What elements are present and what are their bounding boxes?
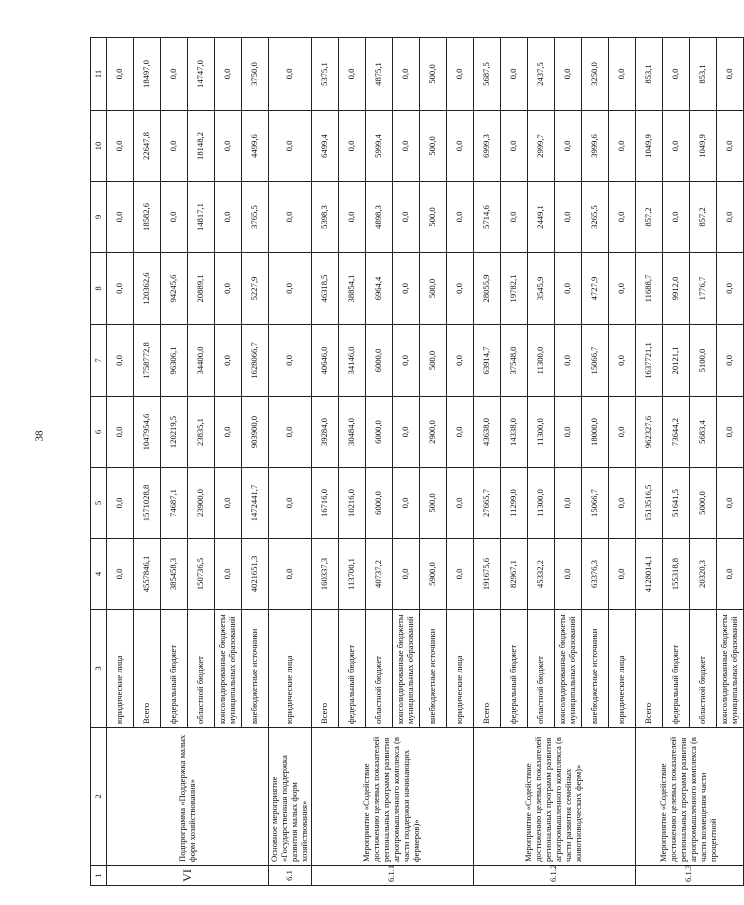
amount-cell: 2449,1 bbox=[527, 182, 554, 253]
funding-source: внебюджетные источники bbox=[419, 610, 446, 728]
amount-cell: 46318,5 bbox=[311, 253, 338, 325]
amount-cell: 113700,1 bbox=[338, 539, 365, 610]
amount-cell: 3750,0 bbox=[242, 38, 269, 111]
table-row bbox=[311, 38, 338, 886]
amount-cell: 500,0 bbox=[419, 325, 446, 397]
amount-cell: 0,0 bbox=[269, 539, 312, 610]
amount-cell: 4021651,3 bbox=[242, 539, 269, 610]
amount-cell: 0,0 bbox=[716, 539, 743, 610]
amount-cell: 0,0 bbox=[554, 111, 581, 182]
amount-cell: 16716,0 bbox=[311, 468, 338, 539]
program-name: Мероприятие «Содействие достижению целевых показателей региональных программ развития агропромышленного комплекса (в части поддержки начинающих фермеров)» bbox=[311, 728, 473, 866]
amount-cell: 18148,2 bbox=[188, 111, 215, 182]
col-header: 6 bbox=[91, 397, 107, 468]
amount-cell: 40737,2 bbox=[365, 539, 392, 610]
amount-cell: 51641,5 bbox=[662, 468, 689, 539]
amount-cell: 853,1 bbox=[689, 38, 716, 111]
amount-cell: 45332,2 bbox=[527, 539, 554, 610]
amount-cell: 4875,1 bbox=[365, 38, 392, 111]
funding-source: областной бюджет bbox=[188, 610, 215, 728]
funding-source: консолидированные бюджеты муниципальных образований bbox=[392, 610, 419, 728]
amount-cell: 4727,9 bbox=[581, 253, 608, 325]
amount-cell: 0,0 bbox=[215, 182, 242, 253]
amount-cell: 2999,7 bbox=[527, 111, 554, 182]
amount-cell: 0,0 bbox=[161, 38, 188, 111]
amount-cell: 0,0 bbox=[392, 539, 419, 610]
amount-cell: 43638,0 bbox=[473, 397, 500, 468]
amount-cell: 1571028,8 bbox=[134, 468, 161, 539]
amount-cell: 1776,7 bbox=[689, 253, 716, 325]
amount-cell: 5999,4 bbox=[365, 111, 392, 182]
funding-source: внебюджетные источники bbox=[581, 610, 608, 728]
amount-cell: 0,0 bbox=[269, 111, 312, 182]
amount-cell: 0,0 bbox=[392, 111, 419, 182]
amount-cell: 155318,8 bbox=[662, 539, 689, 610]
amount-cell: 23900,0 bbox=[188, 468, 215, 539]
amount-cell: 3765,5 bbox=[242, 182, 269, 253]
amount-cell: 5375,1 bbox=[311, 38, 338, 111]
amount-cell: 0,0 bbox=[554, 182, 581, 253]
amount-cell: 63914,7 bbox=[473, 325, 500, 397]
amount-cell: 0,0 bbox=[446, 468, 473, 539]
amount-cell: 34400,0 bbox=[188, 325, 215, 397]
table-row bbox=[107, 38, 134, 886]
amount-cell: 0,0 bbox=[107, 397, 134, 468]
amount-cell: 1513516,5 bbox=[635, 468, 662, 539]
amount-cell: 0,0 bbox=[608, 468, 635, 539]
funding-source: юридические лица bbox=[269, 610, 312, 728]
amount-cell: 0,0 bbox=[215, 38, 242, 111]
amount-cell: 0,0 bbox=[446, 38, 473, 111]
amount-cell: 0,0 bbox=[608, 253, 635, 325]
amount-cell: 11299,0 bbox=[500, 468, 527, 539]
amount-cell: 385458,3 bbox=[161, 539, 188, 610]
table-row bbox=[473, 38, 500, 886]
amount-cell: 11300,0 bbox=[527, 468, 554, 539]
amount-cell: 191675,6 bbox=[473, 539, 500, 610]
amount-cell: 0,0 bbox=[107, 253, 134, 325]
amount-cell: 0,0 bbox=[107, 539, 134, 610]
amount-cell: 0,0 bbox=[215, 111, 242, 182]
amount-cell: 0,0 bbox=[446, 253, 473, 325]
amount-cell: 5227,9 bbox=[242, 253, 269, 325]
amount-cell: 74687,1 bbox=[161, 468, 188, 539]
amount-cell: 0,0 bbox=[107, 111, 134, 182]
budget-table bbox=[90, 37, 744, 886]
amount-cell: 0,0 bbox=[161, 182, 188, 253]
amount-cell: 4499,6 bbox=[242, 111, 269, 182]
amount-cell: 1628066,7 bbox=[242, 325, 269, 397]
amount-cell: 0,0 bbox=[554, 253, 581, 325]
amount-cell: 0,0 bbox=[662, 38, 689, 111]
amount-cell: 18000,0 bbox=[581, 397, 608, 468]
amount-cell: 3545,9 bbox=[527, 253, 554, 325]
amount-cell: 5683,4 bbox=[689, 397, 716, 468]
amount-cell: 0,0 bbox=[716, 325, 743, 397]
amount-cell: 14747,0 bbox=[188, 38, 215, 111]
amount-cell: 5714,6 bbox=[473, 182, 500, 253]
amount-cell: 6999,3 bbox=[473, 111, 500, 182]
amount-cell: 96306,1 bbox=[161, 325, 188, 397]
amount-cell: 0,0 bbox=[554, 38, 581, 111]
amount-cell: 5900,0 bbox=[419, 539, 446, 610]
amount-cell: 5000,0 bbox=[689, 468, 716, 539]
amount-cell: 500,0 bbox=[419, 182, 446, 253]
funding-source: юридические лица bbox=[446, 610, 473, 728]
col-header: 9 bbox=[91, 182, 107, 253]
amount-cell: 37548,0 bbox=[500, 325, 527, 397]
amount-cell: 5687,5 bbox=[473, 38, 500, 111]
table-row bbox=[635, 38, 662, 886]
row-code: VI bbox=[107, 866, 269, 886]
amount-cell: 0,0 bbox=[446, 325, 473, 397]
amount-cell: 500,0 bbox=[419, 468, 446, 539]
amount-cell: 4128014,1 bbox=[635, 539, 662, 610]
amount-cell: 11300,0 bbox=[527, 325, 554, 397]
amount-cell: 1637721,1 bbox=[635, 325, 662, 397]
amount-cell: 1758772,8 bbox=[134, 325, 161, 397]
amount-cell: 0,0 bbox=[500, 182, 527, 253]
amount-cell: 20320,3 bbox=[689, 539, 716, 610]
amount-cell: 853,1 bbox=[635, 38, 662, 111]
amount-cell: 0,0 bbox=[716, 397, 743, 468]
amount-cell: 9912,0 bbox=[662, 253, 689, 325]
amount-cell: 34146,0 bbox=[338, 325, 365, 397]
amount-cell: 22647,8 bbox=[134, 111, 161, 182]
col-header: 5 bbox=[91, 468, 107, 539]
amount-cell: 0,0 bbox=[608, 325, 635, 397]
amount-cell: 500,0 bbox=[419, 38, 446, 111]
amount-cell: 20889,1 bbox=[188, 253, 215, 325]
amount-cell: 0,0 bbox=[338, 182, 365, 253]
amount-cell: 0,0 bbox=[392, 468, 419, 539]
amount-cell: 6499,4 bbox=[311, 111, 338, 182]
amount-cell: 0,0 bbox=[446, 111, 473, 182]
amount-cell: 1472441,7 bbox=[242, 468, 269, 539]
funding-source: федеральный бюджет bbox=[662, 610, 689, 728]
amount-cell: 0,0 bbox=[392, 325, 419, 397]
header-row bbox=[91, 38, 107, 886]
amount-cell: 4557846,1 bbox=[134, 539, 161, 610]
amount-cell: 0,0 bbox=[500, 111, 527, 182]
amount-cell: 120362,6 bbox=[134, 253, 161, 325]
col-header: 11 bbox=[91, 38, 107, 111]
amount-cell: 0,0 bbox=[269, 468, 312, 539]
amount-cell: 0,0 bbox=[392, 253, 419, 325]
funding-source: Всего bbox=[635, 610, 662, 728]
amount-cell: 82967,1 bbox=[500, 539, 527, 610]
amount-cell: 18497,0 bbox=[134, 38, 161, 111]
amount-cell: 0,0 bbox=[554, 468, 581, 539]
amount-cell: 0,0 bbox=[392, 38, 419, 111]
table-container bbox=[90, 38, 739, 886]
amount-cell: 0,0 bbox=[107, 38, 134, 111]
amount-cell: 30484,0 bbox=[338, 397, 365, 468]
col-header: 8 bbox=[91, 253, 107, 325]
row-code: 6.1.3 bbox=[635, 866, 743, 886]
amount-cell: 11300,0 bbox=[527, 397, 554, 468]
amount-cell: 38854,1 bbox=[338, 253, 365, 325]
amount-cell: 0,0 bbox=[107, 325, 134, 397]
col-header: 10 bbox=[91, 111, 107, 182]
program-name: Подпрограмма «Поддержка малых форм хозяйствования» bbox=[107, 728, 269, 866]
amount-cell: 73644,2 bbox=[662, 397, 689, 468]
amount-cell: 40646,0 bbox=[311, 325, 338, 397]
amount-cell: 0,0 bbox=[608, 397, 635, 468]
amount-cell: 20121,1 bbox=[662, 325, 689, 397]
amount-cell: 94245,6 bbox=[161, 253, 188, 325]
amount-cell: 0,0 bbox=[716, 111, 743, 182]
funding-source: консолидированные бюджеты муниципальных образований bbox=[215, 610, 242, 728]
amount-cell: 0,0 bbox=[608, 182, 635, 253]
program-name: Мероприятие «Содействие достижению целевых показателей региональных программ развития агропромышленного комплекса (в части возмещения части процентной bbox=[635, 728, 743, 866]
col-header: 3 bbox=[91, 610, 107, 728]
amount-cell: 0,0 bbox=[215, 397, 242, 468]
amount-cell: 14817,1 bbox=[188, 182, 215, 253]
funding-source: Всего bbox=[311, 610, 338, 728]
amount-cell: 0,0 bbox=[716, 182, 743, 253]
funding-source: консолидированные бюджеты муниципальных образований bbox=[554, 610, 581, 728]
amount-cell: 0,0 bbox=[446, 397, 473, 468]
amount-cell: 0,0 bbox=[215, 325, 242, 397]
amount-cell: 0,0 bbox=[161, 111, 188, 182]
amount-cell: 3250,0 bbox=[581, 38, 608, 111]
amount-cell: 0,0 bbox=[446, 539, 473, 610]
amount-cell: 6000,0 bbox=[365, 468, 392, 539]
amount-cell: 3999,6 bbox=[581, 111, 608, 182]
amount-cell: 500,0 bbox=[419, 253, 446, 325]
amount-cell: 0,0 bbox=[269, 38, 312, 111]
amount-cell: 0,0 bbox=[554, 539, 581, 610]
amount-cell: 0,0 bbox=[107, 468, 134, 539]
amount-cell: 2900,0 bbox=[419, 397, 446, 468]
amount-cell: 1047954,6 bbox=[134, 397, 161, 468]
amount-cell: 0,0 bbox=[662, 111, 689, 182]
amount-cell: 0,0 bbox=[392, 397, 419, 468]
amount-cell: 0,0 bbox=[269, 253, 312, 325]
amount-cell: 0,0 bbox=[716, 253, 743, 325]
amount-cell: 15066,7 bbox=[581, 468, 608, 539]
col-header: 1 bbox=[91, 866, 107, 886]
amount-cell: 6964,4 bbox=[365, 253, 392, 325]
funding-source: Всего bbox=[473, 610, 500, 728]
row-code: 6.1 bbox=[269, 866, 312, 886]
amount-cell: 0,0 bbox=[338, 38, 365, 111]
amount-cell: 1049,9 bbox=[635, 111, 662, 182]
amount-cell: 63376,3 bbox=[581, 539, 608, 610]
amount-cell: 857,2 bbox=[635, 182, 662, 253]
row-code: 6.1.2 bbox=[473, 866, 635, 886]
funding-source: федеральный бюджет bbox=[500, 610, 527, 728]
amount-cell: 2437,5 bbox=[527, 38, 554, 111]
amount-cell: 0,0 bbox=[500, 38, 527, 111]
amount-cell: 0,0 bbox=[215, 539, 242, 610]
amount-cell: 6000,0 bbox=[365, 325, 392, 397]
funding-source: внебюджетные источники bbox=[242, 610, 269, 728]
amount-cell: 0,0 bbox=[215, 253, 242, 325]
amount-cell: 903900,0 bbox=[242, 397, 269, 468]
amount-cell: 23835,1 bbox=[188, 397, 215, 468]
amount-cell: 0,0 bbox=[716, 38, 743, 111]
amount-cell: 4898,3 bbox=[365, 182, 392, 253]
amount-cell: 150736,5 bbox=[188, 539, 215, 610]
amount-cell: 14338,0 bbox=[500, 397, 527, 468]
funding-source: областной бюджет bbox=[689, 610, 716, 728]
amount-cell: 0,0 bbox=[608, 539, 635, 610]
amount-cell: 0,0 bbox=[608, 111, 635, 182]
amount-cell: 19782,1 bbox=[500, 253, 527, 325]
amount-cell: 3265,5 bbox=[581, 182, 608, 253]
amount-cell: 0,0 bbox=[608, 38, 635, 111]
amount-cell: 0,0 bbox=[662, 182, 689, 253]
table-row bbox=[269, 38, 312, 886]
amount-cell: 160337,3 bbox=[311, 539, 338, 610]
amount-cell: 5100,0 bbox=[689, 325, 716, 397]
col-header: 4 bbox=[91, 539, 107, 610]
row-code: 6.1.1 bbox=[311, 866, 473, 886]
amount-cell: 0,0 bbox=[269, 182, 312, 253]
amount-cell: 15066,7 bbox=[581, 325, 608, 397]
amount-cell: 39284,0 bbox=[311, 397, 338, 468]
amount-cell: 962327,6 bbox=[635, 397, 662, 468]
rotated-table-wrapper bbox=[90, 38, 739, 886]
funding-source: федеральный бюджет bbox=[338, 610, 365, 728]
funding-source: областной бюджет bbox=[365, 610, 392, 728]
amount-cell: 0,0 bbox=[716, 468, 743, 539]
col-header: 2 bbox=[91, 728, 107, 866]
amount-cell: 0,0 bbox=[554, 325, 581, 397]
funding-source: консолидированные бюджеты муниципальных образований bbox=[716, 610, 743, 728]
amount-cell: 0,0 bbox=[338, 111, 365, 182]
funding-source: областной бюджет bbox=[527, 610, 554, 728]
amount-cell: 1049,9 bbox=[689, 111, 716, 182]
program-name: Основное мероприятие «Государственная поддержка развития малых форм хозяйствования» bbox=[269, 728, 312, 866]
amount-cell: 11688,7 bbox=[635, 253, 662, 325]
amount-cell: 500,0 bbox=[419, 111, 446, 182]
amount-cell: 0,0 bbox=[269, 325, 312, 397]
amount-cell: 28055,9 bbox=[473, 253, 500, 325]
amount-cell: 120219,5 bbox=[161, 397, 188, 468]
funding-source: федеральный бюджет bbox=[161, 610, 188, 728]
funding-source: юридические лица bbox=[608, 610, 635, 728]
col-header: 7 bbox=[91, 325, 107, 397]
funding-source: Всего bbox=[134, 610, 161, 728]
amount-cell: 0,0 bbox=[269, 397, 312, 468]
amount-cell: 0,0 bbox=[392, 182, 419, 253]
amount-cell: 0,0 bbox=[215, 468, 242, 539]
amount-cell: 6000,0 bbox=[365, 397, 392, 468]
amount-cell: 0,0 bbox=[554, 397, 581, 468]
amount-cell: 857,2 bbox=[689, 182, 716, 253]
amount-cell: 0,0 bbox=[446, 182, 473, 253]
page-number: 38 bbox=[33, 430, 46, 442]
program-name: Мероприятие «Содействие достижению целевых показателей региональных программ развития агропромышленного комплекса (в части развития семейных животноводческих ферм)» bbox=[473, 728, 635, 866]
amount-cell: 0,0 bbox=[107, 182, 134, 253]
amount-cell: 27665,7 bbox=[473, 468, 500, 539]
funding-source: юридические лица bbox=[107, 610, 134, 728]
amount-cell: 5398,3 bbox=[311, 182, 338, 253]
amount-cell: 18582,6 bbox=[134, 182, 161, 253]
amount-cell: 10216,0 bbox=[338, 468, 365, 539]
